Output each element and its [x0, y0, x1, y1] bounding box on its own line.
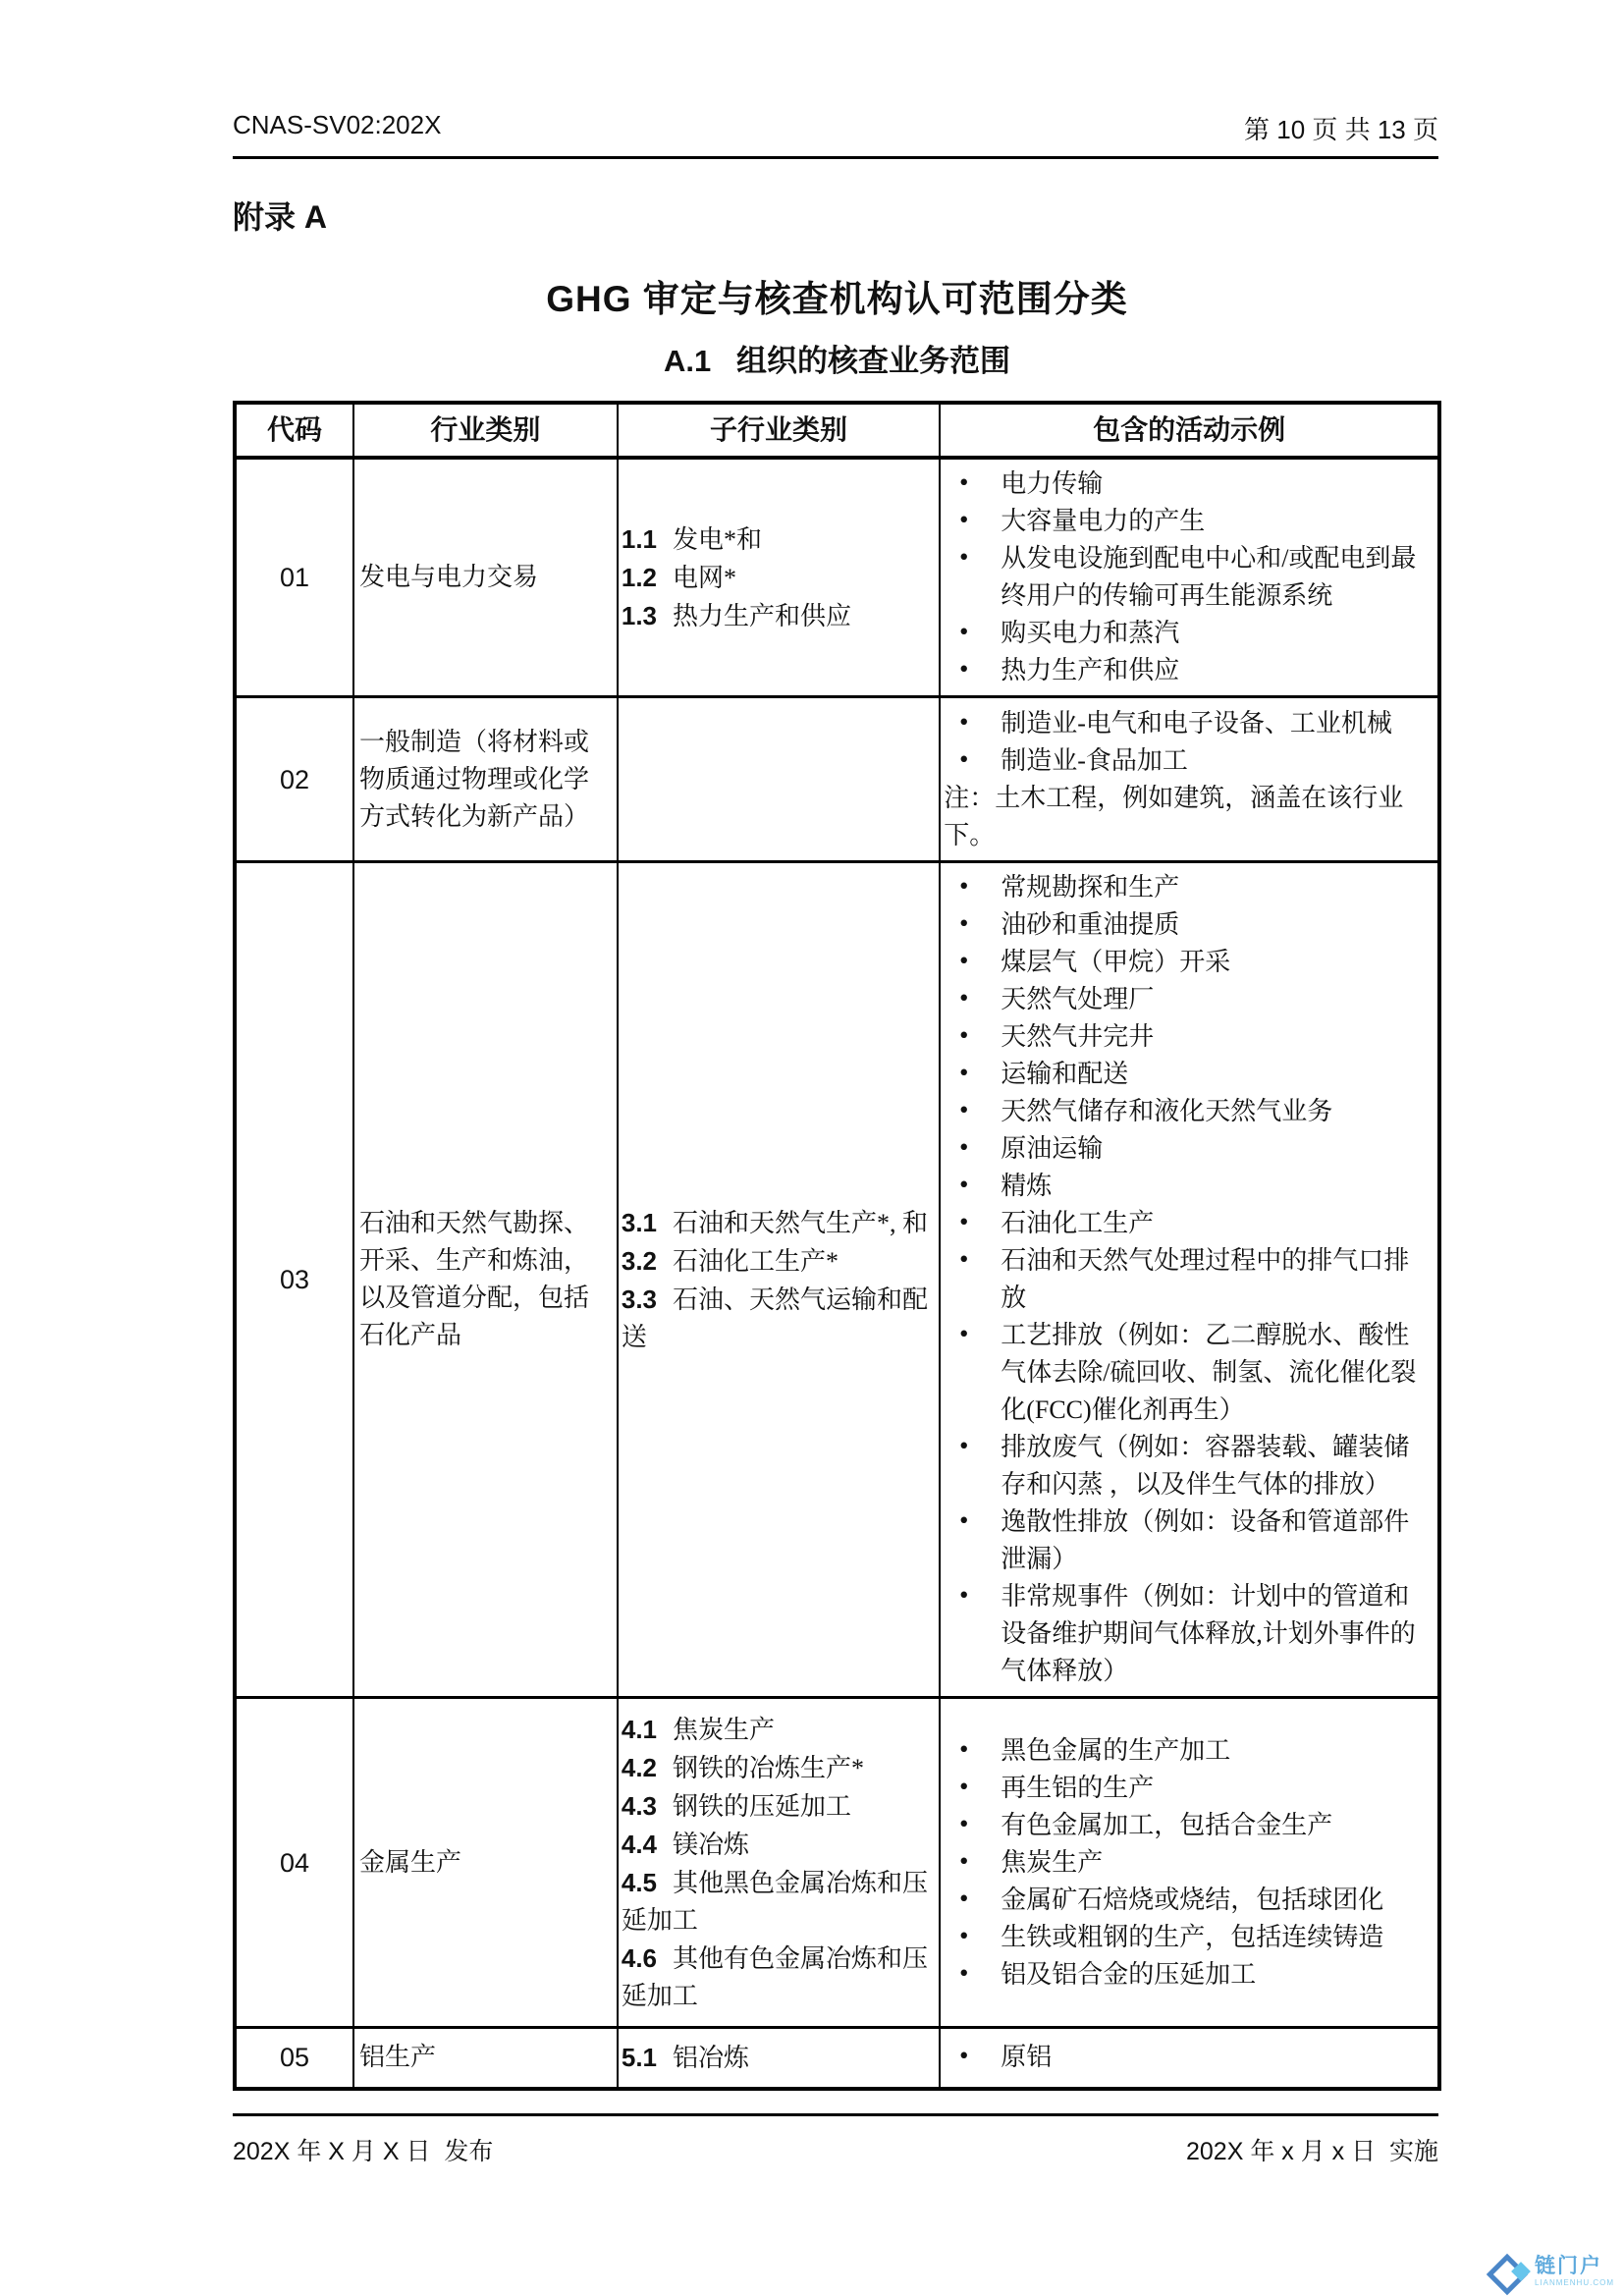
bullet-icon: • — [957, 1435, 971, 1459]
activity-item — [944, 1770, 1432, 1807]
code-cell: 02 — [235, 697, 353, 862]
activity-text: 油砂和重油提质 — [1001, 910, 1180, 939]
industry-cell: 一般制造（将材料或物质通过物理或化学方式转化为新产品） — [353, 697, 618, 862]
industry-cell: 石油和天然气勘探、开采、生产和炼油，以及管道分配，包括石化产品 — [353, 862, 618, 1698]
appendix-heading: 附录 A — [233, 199, 328, 235]
header-sub-industry: 子行业类别 — [618, 403, 940, 458]
activity-text: 天然气处理厂 — [1001, 985, 1155, 1013]
industry-cell: 金属生产 — [353, 1698, 618, 2028]
sub-industry-number: 4.1 — [621, 1714, 658, 1744]
activity-item — [944, 1242, 1432, 1317]
activity-text: 购买电力和蒸汽 — [1001, 619, 1180, 647]
activities-cell — [940, 697, 1439, 862]
sub-industry-item: 4.2 钢铁的冶炼生产* — [621, 1752, 865, 1782]
activity-text: 再生铝的生产 — [1001, 1773, 1155, 1802]
watermark-logo — [1491, 2253, 1614, 2290]
sub-industry-cell — [618, 2028, 940, 2089]
header-activities: 包含的活动示例 — [940, 403, 1439, 458]
sub-industry-item: 4.4 镁冶炼 — [621, 1829, 750, 1859]
page-footer — [233, 2113, 1438, 2167]
table-body — [235, 458, 1439, 2089]
activity-item — [944, 869, 1432, 906]
activity-text: 原铝 — [1001, 2043, 1053, 2072]
bullet-icon: • — [957, 950, 971, 974]
table-row — [235, 458, 1439, 697]
activity-item — [944, 1317, 1432, 1429]
activity-text: 工艺排放（例如：乙二醇脱水、酸性气体去除/硫回收、制氢、流化催化裂化(FCC)催化剂再生） — [1001, 1321, 1417, 1424]
activity-text: 电力传输 — [1001, 469, 1104, 498]
activity-item — [944, 1578, 1432, 1690]
activity-item — [944, 1919, 1432, 1956]
activity-text: 天然气井完井 — [1001, 1022, 1155, 1051]
page-header — [233, 110, 1438, 159]
activity-item — [944, 1205, 1432, 1242]
activity-text: 铝及铝合金的压延加工 — [1001, 1959, 1257, 1989]
table-row — [235, 1698, 1439, 2028]
bullet-icon: • — [957, 1248, 971, 1273]
watermark-domain: LIANMENHU.COM — [1534, 2278, 1614, 2287]
bullet-icon: • — [957, 1584, 971, 1609]
activity-item — [944, 540, 1432, 615]
bullet-icon: • — [957, 1924, 971, 1949]
activity-text: 有色金属加工，包括合金生产 — [1001, 1810, 1333, 1839]
bullet-icon: • — [957, 875, 971, 900]
table-header — [235, 403, 1439, 458]
watermark-name: 链门户 — [1534, 2255, 1602, 2277]
sub-industry-number: 1.2 — [621, 562, 658, 592]
bullet-icon: • — [957, 1024, 971, 1049]
page-title: GHG 审定与核查机构认可范围分类 — [546, 279, 1128, 319]
bullet-icon: • — [957, 1961, 971, 1987]
activity-item — [944, 1882, 1432, 1919]
activity-item — [944, 1018, 1432, 1056]
sub-industry-item: 1.1 发电*和 — [621, 523, 763, 554]
bullet-icon: • — [957, 912, 971, 937]
activity-item — [944, 1130, 1432, 1168]
activity-text: 原油运输 — [1001, 1134, 1104, 1163]
bullet-icon: • — [957, 621, 971, 645]
sub-industry-item: 4.5 其他黑色金属冶炼和压延加工 — [621, 1867, 929, 1935]
sub-industry-item: 3.1 石油和天然气生产*, 和 — [621, 1207, 929, 1237]
sub-industry-item: 3.3 石油、天然气运输和配送 — [621, 1284, 929, 1351]
activity-text: 热力生产和供应 — [1001, 656, 1180, 684]
sub-industry-number: 4.2 — [621, 1752, 658, 1782]
activity-item — [944, 1503, 1432, 1578]
bullet-icon: • — [957, 658, 971, 683]
activity-item — [944, 2039, 1432, 2076]
header-code: 代码 — [235, 403, 353, 458]
bullet-icon: • — [957, 1849, 971, 1875]
implementation-date: 202X 年 x 月 x 日 实施 — [1185, 2138, 1438, 2165]
bullet-icon: • — [957, 1812, 971, 1837]
bullet-icon: • — [957, 1136, 971, 1161]
activity-text: 制造业-食品加工 — [1001, 745, 1188, 775]
sub-industry-number: 4.4 — [621, 1829, 658, 1859]
code-cell: 05 — [235, 2028, 353, 2089]
activity-item — [944, 944, 1432, 981]
sub-industry-number: 1.1 — [621, 523, 658, 554]
sub-industry-cell — [618, 697, 940, 862]
sub-industry-item: 5.1 铝冶炼 — [621, 2042, 750, 2072]
activity-item — [944, 1056, 1432, 1093]
activity-text: 黑色金属的生产加工 — [1001, 1735, 1231, 1765]
bullet-icon: • — [957, 546, 971, 571]
sub-industry-number: 4.5 — [621, 1867, 658, 1897]
sub-industry-item: 4.1 焦炭生产 — [621, 1714, 776, 1744]
activity-text: 运输和配送 — [1001, 1060, 1129, 1088]
sub-industry-item: 3.2 石油化工生产* — [621, 1245, 839, 1276]
code-cell: 04 — [235, 1698, 353, 2028]
bullet-icon: • — [957, 471, 971, 496]
bullet-icon: • — [957, 2045, 971, 2070]
activity-text: 生铁或粗钢的生产，包括连续铸造 — [1001, 1922, 1384, 1951]
activity-text: 从发电设施到配电中心和/或配电到最终用户的传输可再生能源系统 — [1001, 544, 1417, 610]
sub-industry-number: 1.3 — [621, 600, 658, 630]
activity-text: 天然气储存和液化天然气业务 — [1001, 1097, 1333, 1125]
activity-item — [944, 615, 1432, 652]
bullet-icon: • — [957, 747, 971, 773]
activities-cell — [940, 2028, 1439, 2089]
document-number: CNAS-SV02:202X — [233, 110, 442, 139]
activity-text: 排放废气（例如：容器装载、罐装储存和闪蒸 ，以及伴生气体的排放） — [1001, 1433, 1410, 1499]
lianmenhu-diamond-icon — [1491, 2253, 1531, 2290]
activity-text: 石油化工生产 — [1001, 1209, 1155, 1237]
sub-industry-cell — [618, 1698, 940, 2028]
watermark-text — [1535, 2256, 1614, 2287]
activity-text: 煤层气（甲烷）开采 — [1001, 948, 1231, 976]
activity-item — [944, 1168, 1432, 1205]
bullet-icon: • — [957, 1886, 971, 1912]
bullet-icon: • — [957, 1509, 971, 1534]
scope-table — [233, 401, 1441, 2091]
sub-industry-item: 1.3 热力生产和供应 — [621, 600, 852, 630]
bullet-icon: • — [957, 1323, 971, 1347]
activity-text: 金属矿石焙烧或烧结，包括球团化 — [1001, 1885, 1384, 1914]
activity-text: 精炼 — [1001, 1172, 1053, 1200]
activities-cell — [940, 1698, 1439, 2028]
activity-item — [944, 1956, 1432, 1994]
code-cell: 03 — [235, 862, 353, 1698]
bullet-icon: • — [957, 509, 971, 533]
sub-industry-item: 1.2 电网* — [621, 562, 737, 592]
activity-text: 逸散性排放（例如：设备和管道部件泄漏） — [1001, 1507, 1410, 1573]
table-header-row — [235, 403, 1439, 458]
header-industry: 行业类别 — [353, 403, 618, 458]
note-text: 注：土木工程，例如建筑，涵盖在该行业下。 — [944, 783, 1404, 849]
release-date: 202X 年 X 月 X 日 发布 — [233, 2138, 494, 2165]
activity-text: 非常规事件（例如：计划中的管道和设备维护期间气体释放,计划外事件的气体释放） — [1001, 1582, 1416, 1685]
bullet-icon: • — [957, 710, 971, 736]
activity-item — [944, 742, 1432, 780]
activity-item — [944, 1844, 1432, 1882]
activity-text: 常规勘探和生产 — [1001, 873, 1180, 902]
sub-industry-number: 4.3 — [621, 1790, 658, 1821]
activity-item — [944, 503, 1432, 540]
industry-cell: 发电与电力交易 — [353, 458, 618, 697]
bullet-icon: • — [957, 987, 971, 1011]
activity-item — [944, 906, 1432, 944]
activity-text: 制造业-电气和电子设备、工业机械 — [1001, 708, 1392, 738]
activity-item — [944, 1732, 1432, 1770]
activity-text: 焦炭生产 — [1001, 1847, 1104, 1877]
code-cell: 01 — [235, 458, 353, 697]
activities-cell — [940, 458, 1439, 697]
sub-industry-item: 4.3 钢铁的压延加工 — [621, 1790, 852, 1821]
sub-industry-number: 3.3 — [621, 1284, 658, 1314]
bullet-icon: • — [957, 1775, 971, 1800]
activity-item — [944, 1429, 1432, 1503]
industry-cell: 铝生产 — [353, 2028, 618, 2089]
sub-industry-number: 3.2 — [621, 1245, 658, 1276]
activity-item — [944, 465, 1432, 503]
bullet-icon: • — [957, 1099, 971, 1123]
table-row — [235, 2028, 1439, 2089]
activity-item — [944, 652, 1432, 689]
activity-item — [944, 705, 1432, 742]
bullet-icon: • — [957, 1174, 971, 1198]
sub-industry-number: 5.1 — [621, 2042, 658, 2072]
sub-industry-cell — [618, 458, 940, 697]
activity-item — [944, 1093, 1432, 1130]
sub-industry-number: 3.1 — [621, 1207, 658, 1237]
activity-item — [944, 981, 1432, 1018]
activity-text: 石油和天然气处理过程中的排气口排放 — [1001, 1246, 1410, 1312]
activity-text: 大容量电力的产生 — [1001, 507, 1206, 535]
sub-industry-number: 4.6 — [621, 1942, 658, 1973]
page-subtitle: A.1 组织的核查业务范围 — [663, 344, 1011, 378]
page-number: 第 10 页 共 13 页 — [1244, 115, 1438, 144]
table-row — [235, 697, 1439, 862]
activity-item — [944, 1807, 1432, 1844]
bullet-icon: • — [957, 1211, 971, 1235]
sub-industry-item: 4.6 其他有色金属冶炼和压延加工 — [621, 1942, 929, 2010]
bullet-icon: • — [957, 1062, 971, 1086]
sub-industry-cell — [618, 862, 940, 1698]
activities-cell — [940, 862, 1439, 1698]
bullet-icon: • — [957, 1737, 971, 1763]
table-row — [235, 862, 1439, 1698]
